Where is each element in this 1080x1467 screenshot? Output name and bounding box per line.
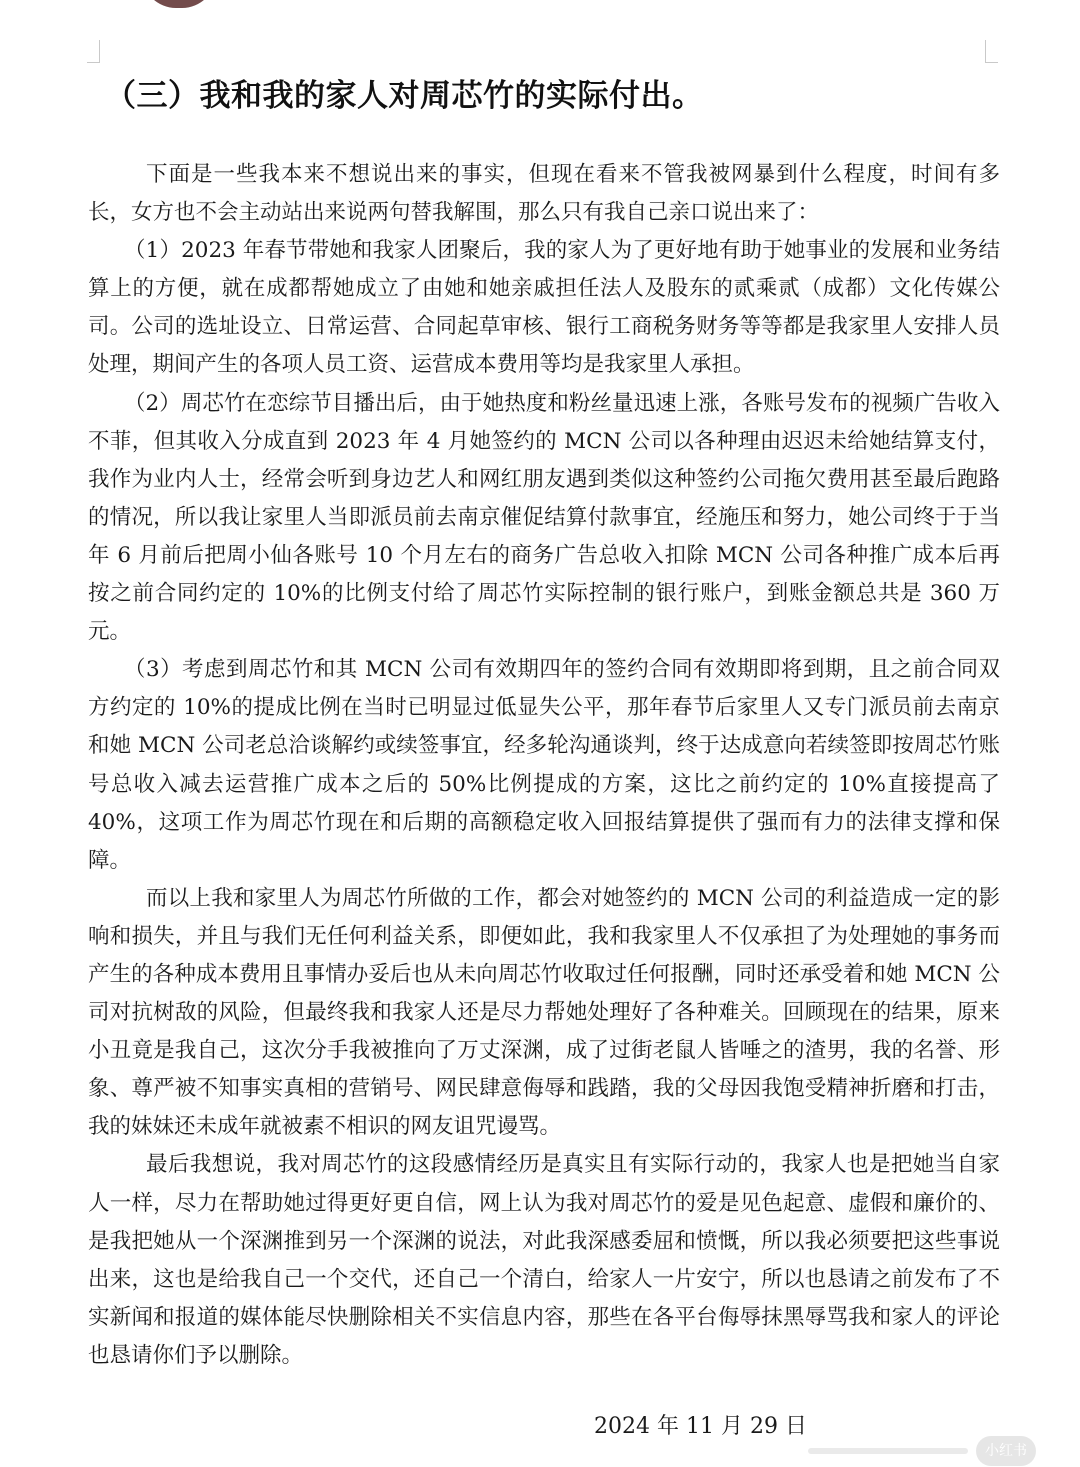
intro-paragraph: 下面是一些我本来不想说出来的事实，但现在看来不管我被网暴到什么程度，时间有多长，女方也不会主动站出来说两句替我解围，那么只有我自己亲口说出来了：: [88, 162, 1000, 226]
section-heading: （三）我和我的家人对周芯竹的实际付出。: [105, 78, 704, 114]
page-corner-mark-right: [985, 40, 998, 63]
paragraph-item-3: （3）考虑到周芯竹和其 MCN 公司有效期四年的签约合同有效期即将到期，且之前合同双方约定的 10%的提成比例在当时已明显过低显失公平，那年春节后家里人又专门派员前去南京和她 MCN 公司老总洽谈解约或续签事宜，经多轮沟通谈判，终于达成意向若续签即按周芯竹账号总收入减去运营推广成本之后的 50%比例提成的方案，这比之前约定的 10%直接提高了 40%，这项工作为周芯竹现在和后期的高额稳定收入回报结算提供了强而有力的法律支撑和保障。: [88, 657, 1000, 873]
page-corner-mark-left: [87, 40, 100, 63]
paragraph-item-1: （1）2023 年春节带她和我家人团聚后，我的家人为了更好地有助于她事业的发展和业务结算上的方便，就在成都帮她成立了由她和她亲戚担任法人及股东的贰乘贰（成都）文化传媒公司。公司的选址设立、日常运营、合同起草审核、银行工商税务财务等等都是我家里人安排人员处理，期间产生的各项人员工资、运营成本费用等均是我家里人承担。: [88, 238, 1000, 378]
document-body: [88, 156, 1000, 1375]
paragraph-item-2: （2）周芯竹在恋综节目播出后，由于她热度和粉丝量迅速上涨，各账号发布的视频广告收入不菲，但其收入分成直到 2023 年 4 月她签约的 MCN 公司以各种理由迟迟未给她结算支付，我作为业内人士，经常会听到身边艺人和网红朋友遇到类似这种签约公司拖欠费用甚至最后跑路的情况，所以我让家里人当即派员前去南京催促结算付款事宜，经施压和努力，她公司终于于当年 6 月前后把周小仙各账号 10 个月左右的商务广告总收入扣除 MCN 公司各种推广成本后再按之前合同约定的 10%的比例支付给了周芯竹实际控制的银行账户，到账金额总共是 360 万元。: [88, 390, 1000, 645]
document-date: 2024 年 11 月 29 日: [594, 1414, 807, 1439]
summary-paragraph: 而以上我和家里人为周芯竹所做的工作，都会对她签约的 MCN 公司的利益造成一定的影响和损失，并且与我们无任何利益关系，即便如此，我和我家里人不仅承担了为处理她的事务而产生的各种成本费用且事情办妥后也从未向周芯竹收取过任何报酬，同时还承受着和她 MCN 公司对抗树敌的风险，但最终我和我家人还是尽力帮她处理好了各种难关。回顾现在的结果，原来小丑竟是我自己，这次分手我被推向了万丈深渊，成了过街老鼠人皆唾之的渣男，我的名誉、形象、尊严被不知事实真相的营销号、网民肆意侮辱和践踏，我的父母因我饱受精神折磨和打击，我的妹妹还未成年就被素不相识的网友诅咒谩骂。: [88, 885, 1000, 1140]
xiaohongshu-watermark: 小红书: [976, 1436, 1036, 1466]
closing-paragraph: 最后我想说，我对周芯竹的这段感情经历是真实且有实际行动的，我家人也是把她当自家人一样，尽力在帮助她过得更好更自信，网上认为我对周芯竹的爱是见色起意、虚假和廉价的、是我把她从一个深渊推到另一个深渊的说法，对此我深感委屈和愤慨，所以我必须要把这些事说出来，这也是给我自己一个交代，还自己一个清白，给家人一片安宁，所以也恳请之前发布了不实新闻和报道的媒体能尽快删除相关不实信息内容，那些在各平台侮辱抹黑辱骂我和家人的评论也恳请你们予以删除。: [88, 1152, 1000, 1368]
watermark-bar: [808, 1448, 968, 1454]
avatar: [142, 0, 216, 8]
